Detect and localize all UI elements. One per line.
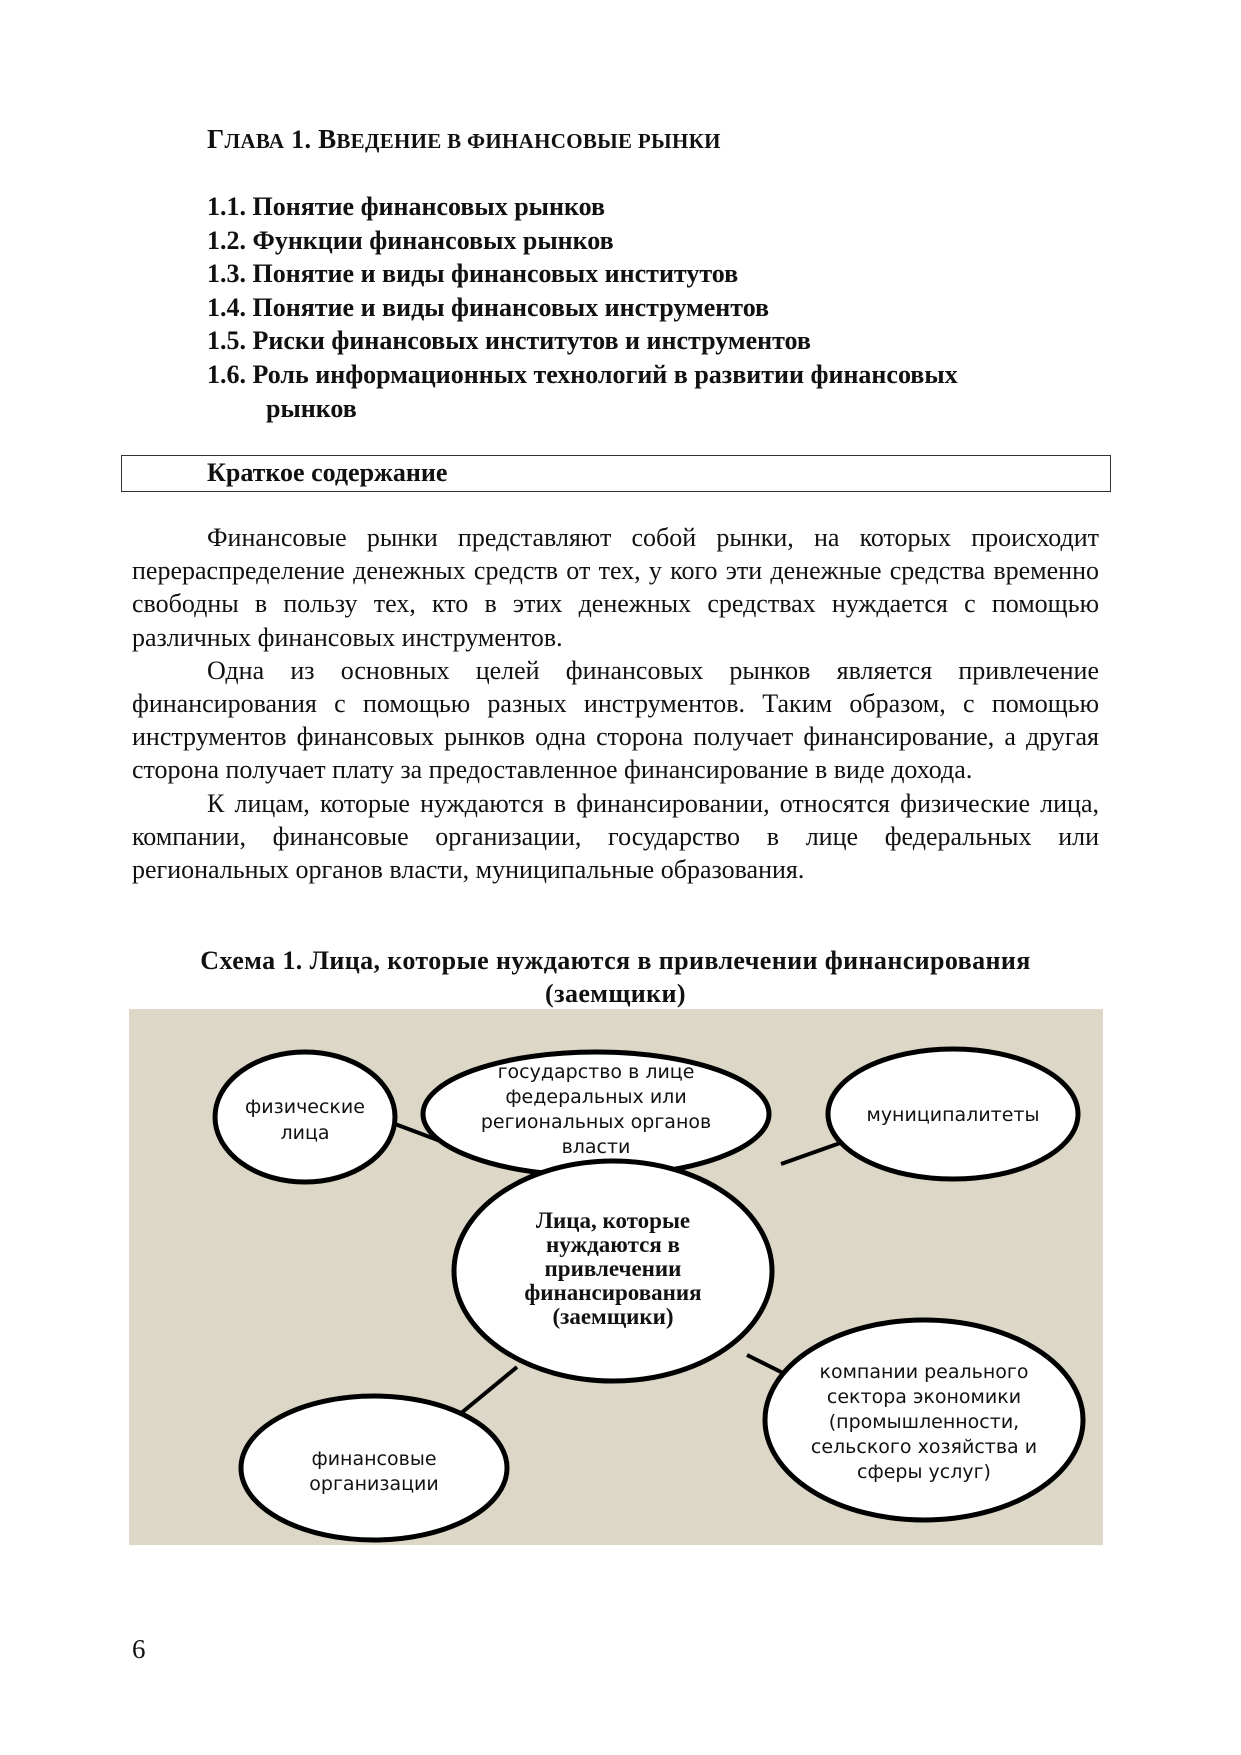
paragraph: Финансовые рынки представляют собой рынки, на которых происходит перераспределение денежных средств от тех, у кого эти денежные средства временно свободны в пользу тех, кто в этих денежных средствах нуждается с помощью различных финансовых инструментов. bbox=[132, 523, 1099, 652]
node-bottom-right-line: сферы услуг) bbox=[857, 1461, 991, 1483]
body-text bbox=[132, 521, 1099, 886]
node-top-line: власти bbox=[561, 1136, 631, 1158]
toc-item[interactable]: 1.5. Риски финансовых институтов и инструментов bbox=[207, 326, 811, 356]
node-center-line: нуждаются в bbox=[546, 1232, 680, 1257]
toc-item[interactable]: 1.2. Функции финансовых рынков bbox=[207, 225, 614, 255]
scheme-title: Схема 1. Лица, которые нуждаются в привлечении финансирования (заемщики) bbox=[200, 946, 1031, 1008]
node-center-line: привлечении bbox=[544, 1256, 682, 1281]
summary-header-box bbox=[121, 455, 1111, 492]
node-center-line: (заемщики) bbox=[552, 1304, 674, 1329]
node-right-line: муниципалитеты bbox=[866, 1104, 1040, 1126]
toc-item[interactable]: 1.6. Роль информационных технологий в развитии финансовых bbox=[207, 359, 958, 389]
node-left-line: лица bbox=[280, 1122, 330, 1144]
borrowers-diagram bbox=[129, 1009, 1103, 1545]
node-bottom-right-line: (промышленности, bbox=[828, 1411, 1020, 1433]
node-bottom-left-line: финансовые bbox=[311, 1448, 437, 1470]
node-bottom-right-line: компании реального bbox=[819, 1361, 1029, 1383]
toc-item[interactable]: 1.1. Понятие финансовых рынков bbox=[207, 192, 605, 221]
chapter-title: ГЛАВА 1. ВВЕДЕНИЕ В ФИНАНСОВЫЕ РЫНКИ bbox=[207, 124, 721, 154]
summary-title: Краткое содержание bbox=[207, 458, 448, 487]
paragraph: Одна из основных целей финансовых рынков является привлечение финансирования с помощью разных инструментов. Таким образом, с помощью инструментов финансовых рынков одна сторона получает финансирование, а другая сторона получает плату за предоставленное финансирование в виде дохода. bbox=[132, 655, 1099, 785]
paragraph: К лицам, которые нуждаются в финансировании, относятся физические лица, компании, финансовые организации, государство в лице федеральных или региональных органов власти, муниципальные образования. bbox=[132, 788, 1099, 885]
page-number: 6 bbox=[132, 1634, 146, 1664]
node-bottom-right-line: сектора экономики bbox=[826, 1386, 1022, 1408]
node-left-line: физические bbox=[245, 1096, 365, 1118]
node-top-line: региональных органов bbox=[480, 1111, 712, 1133]
node-top-line: государство в лице bbox=[497, 1061, 695, 1083]
table-of-contents bbox=[207, 190, 1107, 425]
toc-item[interactable]: 1.4. Понятие и виды финансовых инструментов bbox=[207, 292, 770, 322]
toc-item[interactable]: 1.3. Понятие и виды финансовых институтов bbox=[207, 259, 739, 289]
node-top-line: федеральных или bbox=[505, 1086, 687, 1108]
node-bottom-right-line: сельского хозяйства и bbox=[810, 1436, 1038, 1458]
node-bottom-left-line: организации bbox=[309, 1473, 439, 1495]
node-center-line: финансирования bbox=[524, 1280, 702, 1305]
node-center-line: Лица, которые bbox=[535, 1208, 691, 1233]
toc-item-continuation: рынков bbox=[266, 393, 357, 423]
